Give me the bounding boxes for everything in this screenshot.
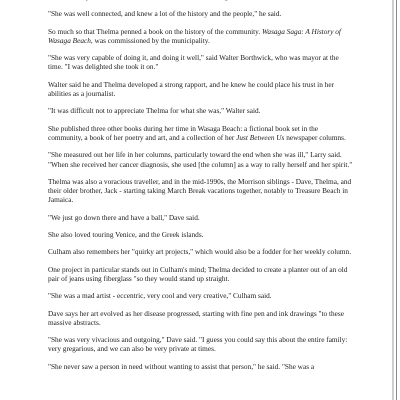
article-paragraph [48,0,353,1]
paragraph-text: "She was very capable of doing it, and doing it well," said Walter Borthwick, who was mayor at the time. "I was delighted she took it on." [48,53,339,72]
paragraph-text: Walter said he and Thelma developed a strong rapport, and he knew he could place his trust in her abilities as a journalist. [48,79,334,99]
article-paragraph [48,362,353,371]
paragraph-text: , was commissioned by the municipality. [90,35,210,45]
paragraph-text [48,0,253,1]
article-paragraph [48,106,353,115]
article-paragraph [48,291,353,300]
paragraph-text: Culham also remembers her "quirky art projects," which would also be a fodder for her weekly column. [48,247,352,257]
article-paragraph [48,150,353,169]
article-paragraph [48,213,353,222]
paragraph-text: "She was very vivacious and outgoing," Dave said. "I guess you could say this about the entire family: very gregarious, and we can also be very private at times. [48,335,348,354]
article-paragraph [48,309,353,328]
article-paragraph [48,265,353,284]
italic-title: Just Between Us [236,132,285,142]
italic-title: Wasaga Saga: A History of Wasaga Beach [48,26,341,45]
article-paragraph [48,124,353,143]
page-edge-shadow [392,0,394,400]
article-paragraph [48,80,353,99]
paragraph-text: "She never saw a person in need without wanting to assist that person," he said. "She was a [48,361,315,371]
article-paragraph [48,9,353,18]
paragraph-text: "We just go down there and have a ball," Dave said. [48,212,200,222]
article-paragraph [48,53,353,72]
article-paragraph [48,230,353,239]
paragraph-text: newspaper columns. [284,132,346,142]
article-paragraph [48,335,353,354]
paragraph-text: Thelma was also a voracious traveller, and in the mid-1990s, the Morrison siblings - Dave, Thelma, and their older brother, Jack - starting taking March Break vacations together, notably to Treasure Beach in Jamaica. [48,176,352,205]
paragraph-text: Dave says her art evolved as her disease progressed, starting with fine pen and ink drawings "to these massive abstracts. [48,308,344,327]
page-edge-line [396,0,397,400]
article-paragraph [48,177,353,205]
paragraph-text: One project in particular stands out in Culham's mind; Thelma decided to create a planter out of an old pair of jeans using fiberglass "so they would stand up straight. [48,264,348,283]
paragraph-text: So much so that Thelma penned a book on the history of the community. [48,26,263,36]
article-paragraph [48,247,353,256]
article-paragraph [48,27,353,46]
paragraph-text: "She measured out her life in her columns, particularly toward the end when she was ill," Larry said. "When she received her cancer diagnosis, she used [the column] as a way to rally herself and her spirit." [48,150,353,169]
paragraph-text: "She was a mad artist - eccentric, very cool and very creative," Culham said. [48,291,272,301]
paragraph-text: "It was difficult not to appreciate Thelma for what she was," Walter said. [48,106,261,116]
paragraph-text: She published three other books during her time in Wasaga Beach: a fictional book set in the community, a book of her poetry and art, and a collection of her [48,123,319,142]
article-body [48,0,353,379]
paragraph-text: "She was well connected, and knew a lot of the history and the people," he said. [48,9,282,19]
paragraph-text: She also loved touring Venice, and the Greek islands. [48,230,204,240]
